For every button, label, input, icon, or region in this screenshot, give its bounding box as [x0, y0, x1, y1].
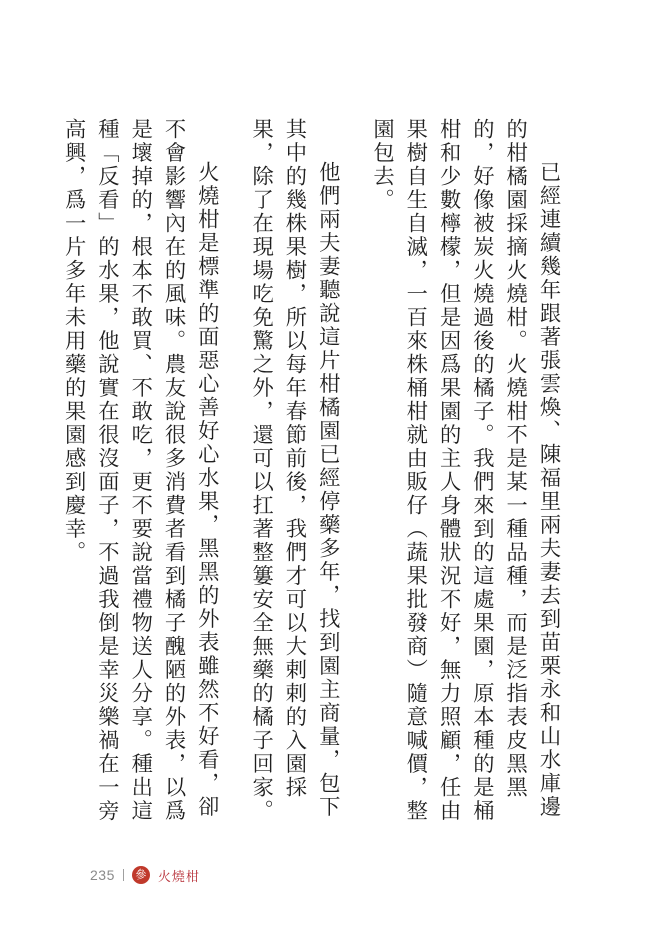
page-footer [90, 864, 200, 886]
paragraph-2: 他們兩夫妻聽說這片柑橘園已經停藥多年，找到園主商量，包下其中的幾株果樹，所以每年春節前後，我們才可以大剌剌的入園採果，除了在現場吃免驚之外，還可以扛著整簍安全無藥的橘子回家。 [248, 118, 341, 823]
paragraph-1: 已經連續幾年跟著張雲煥、陳福里兩夫妻去到苗栗永和山水庫邊的柑橘園採摘火燒柑。火燒柑不是某一種品種，而是泛指表皮黑黑的，好像被炭火燒過後的橘子。我們來到的這處果園，原本種的是桶柑和少數檸檬，但是因爲果園的主人身體狀況不好，無力照顧，任由果樹自生自滅，一百來株桶柑就由販仔（蔬果批發商）隨意喊價，整園包去。 [369, 118, 561, 823]
paragraph-3: 火燒柑是標準的面惡心善好心水果，黑黑的外表雖然不好看，卻不會影響內在的風味。農友說很多消費者看到橘子醜陋的外表，以爲是壞掉的，根本不敢買、不敢吃，更不要說當禮物送人分享。種出這種「反看」的水果，他說實在很沒面子，不過我倒是幸災樂禍在一旁高興，爲一片多年未用藥的果園感到慶幸。 [61, 118, 220, 823]
chapter-seal-icon: 參 [132, 866, 150, 884]
footer-divider [123, 869, 124, 881]
article-body [61, 118, 565, 838]
page-number: 235 [90, 867, 115, 883]
chapter-title: 火燒柑 [157, 869, 200, 885]
